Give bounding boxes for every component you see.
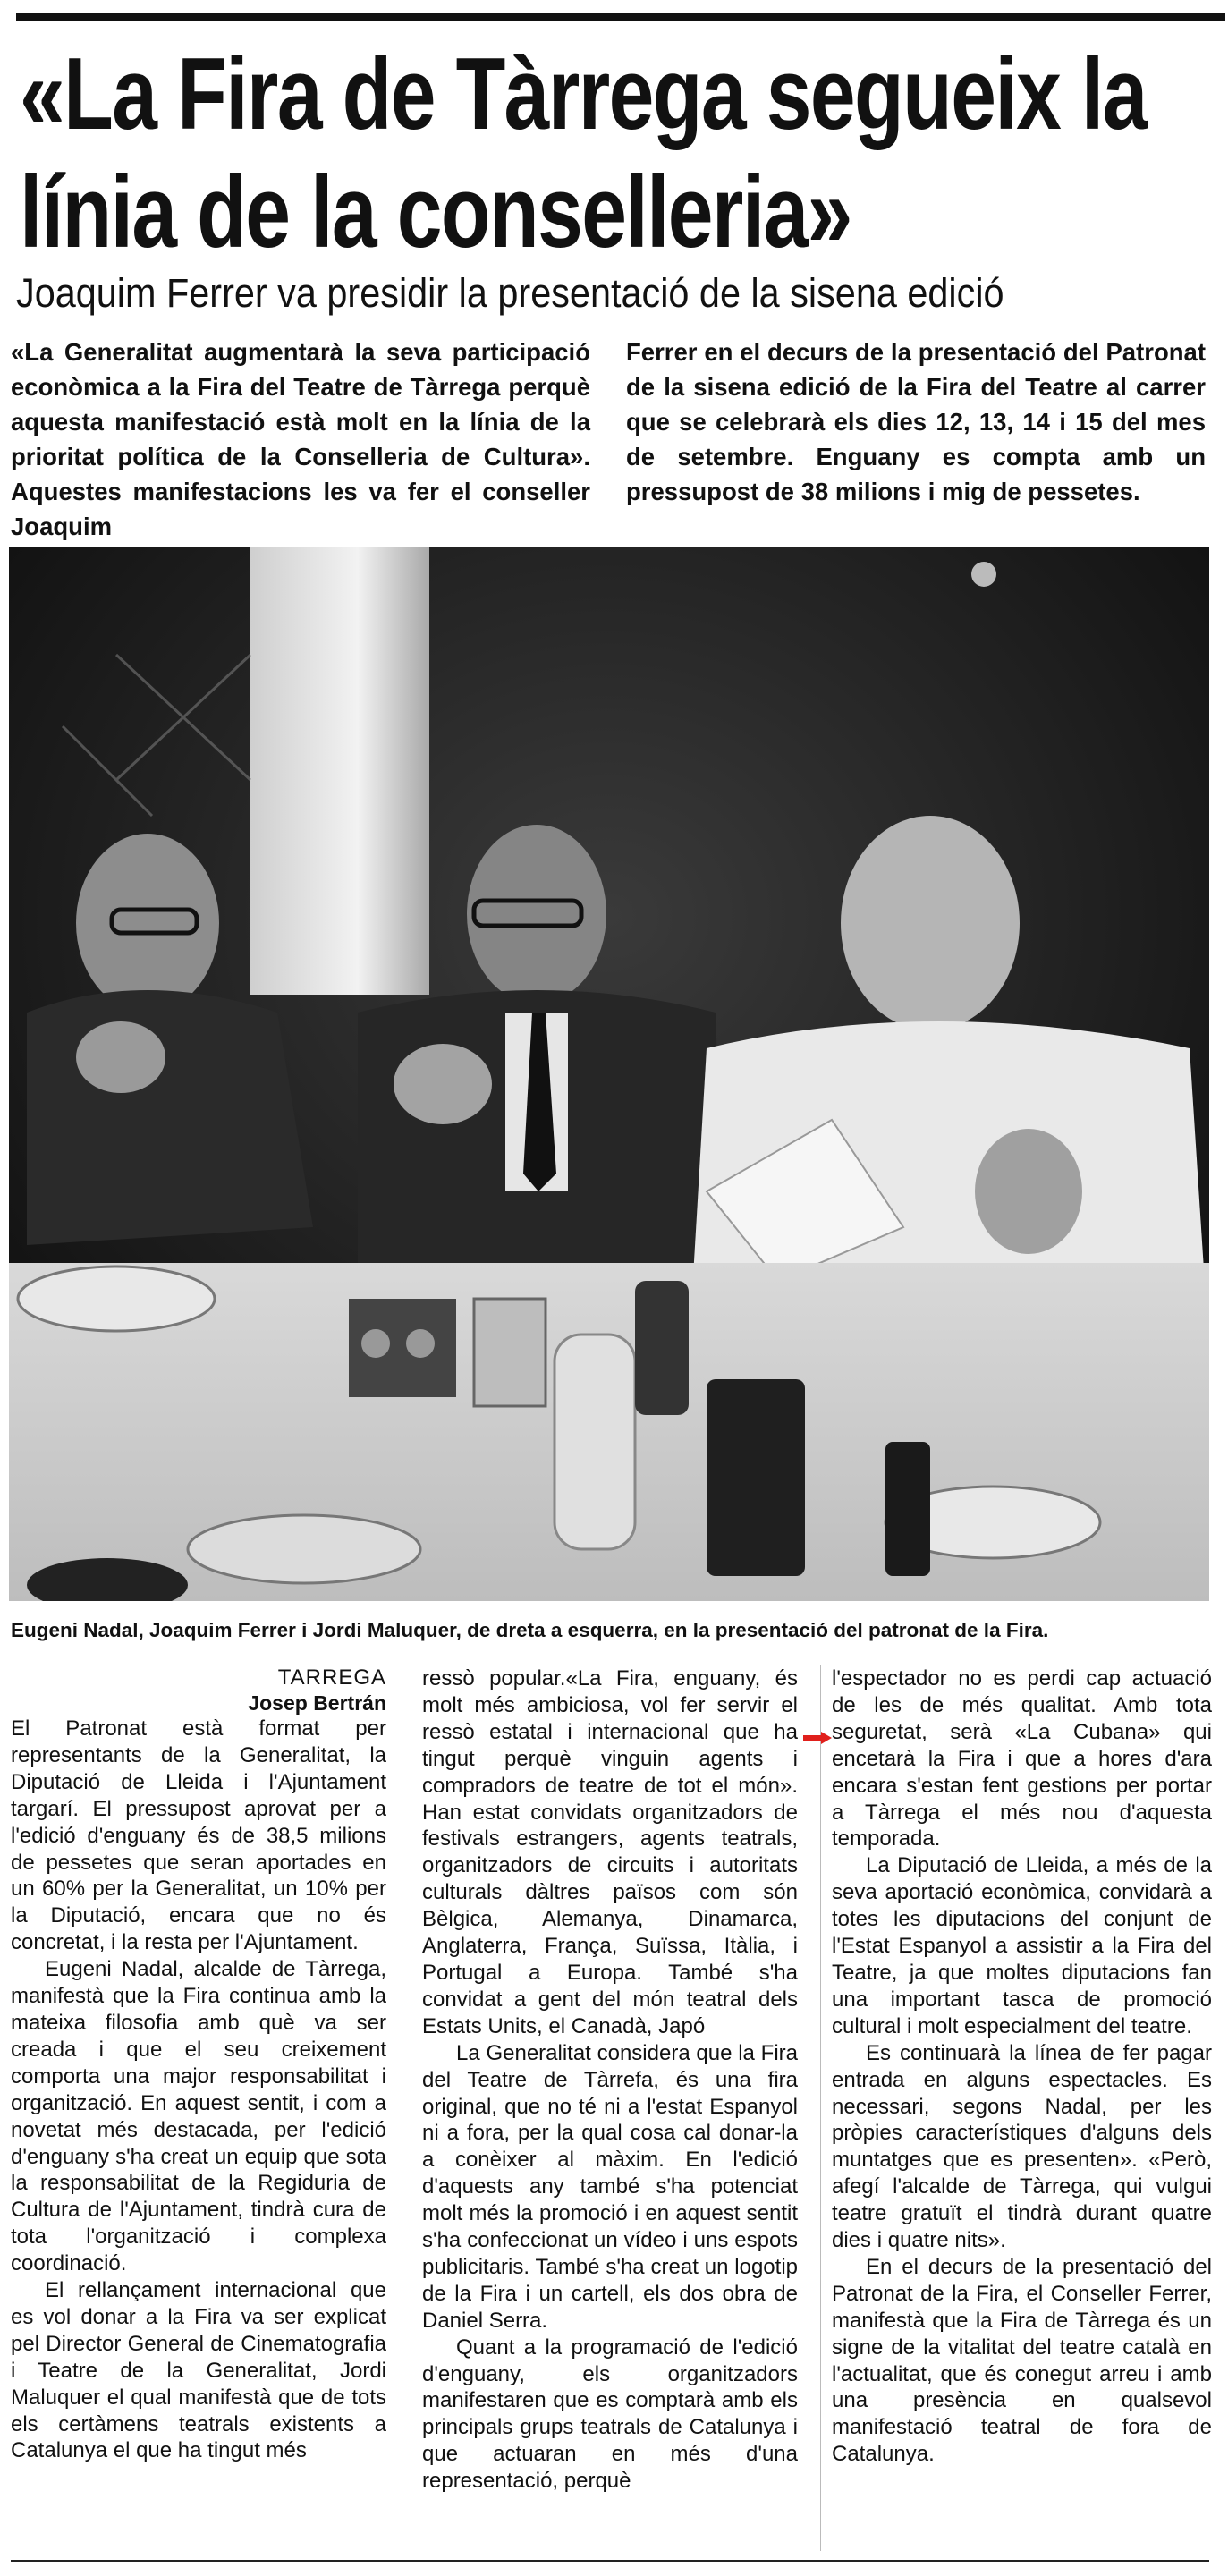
headline-line-2: línia de la conselleria»: [20, 156, 851, 269]
lead-paragraph-right: Ferrer en el decurs de la presentació del Patronat de la sisena edició de la Fira del Teatre al carrer que se celebrarà els dies 12, 13, 14 i 15 del mes de setembre. Enguany es compta amb un pressupost de 38 milions i mig de pessetes.: [626, 338, 1206, 505]
bottom-rule: [11, 2560, 1209, 2562]
paragraph: En el decurs de la presentació del Patronat de la Fira, el Conseller Ferrer, manifestà que la Fira de Tàrrega és un signe de la vitalitat del teatre català en l'actualitat, que és conegut arreu i amb una presència en qualsevol manifestació teatral de fora de Catalunya.: [832, 2254, 1212, 2467]
dateline-place: TARREGA: [277, 1665, 386, 1690]
paragraph: El Patronat està format per representants de la Generalitat, la Diputació de Lleida i l'Ajuntament targarí. El pressupost aprovat per a l'edició d'enguany és de 38,5 milions de pessetes que seran aportades en un 60% per la Generalitat, un 10% per la Diputació, encara que no és concretat, i la resta per l'Ajuntament.: [11, 1716, 386, 1955]
paragraph: La Diputació de Lleida, a més de la seva aportació econòmica, convidarà a totes les diputacions del conjunt de l'Estat Espanyol a assistir a la Fira del Teatre, ja que moltes diputacions fan una important tasca de promoció cultural i molt especialment del teatre.: [832, 1853, 1212, 2038]
top-rule: [16, 13, 1225, 21]
headline-line-1: «La Fira de Tàrrega segueix la: [20, 38, 1147, 151]
press-photo: [9, 547, 1209, 1601]
article-column-2: [422, 1665, 798, 2495]
paragraph: ressò popular.«La Fira, enguany, és molt més ambiciosa, vol fer servir el ressò estatal i internacional que ha tingut perquè vinguin agents i compradors de teatre de tot el món». Han estat convidats organitzadors de festivals estrangers, agents teatrals, organitzadors de circuits i autoritats culturals dàltres països com són Bèlgica, Alemanya, Dinamarca, Anglaterra, França, Suïssa, Itàlia, i Portugal a Europa. També s'ha convidat a gent del món teatral dels Estats Units, el Canadà, Japó: [422, 1666, 798, 2038]
paragraph: El rellançament internacional que es vol donar a la Fira va ser explicat pel Director General de Cinematografia i Teatre de la Generalitat, Jordi Maluquer el qual manifestà que de tots els certàmens teatrals existents a Catalunya el que ha tingut més: [11, 2278, 386, 2463]
paragraph: Eugeni Nadal, alcalde de Tàrrega, manifestà que la Fira continua amb la mateixa filosofia amb què va ser creada i que el seu creixement comporta una major responsabilitat i organització. En aquest sentit, i com a novetat més destacada, per l'edició d'enguany s'ha creat un equip que sota la responsabilitat de la Regiduria de Cultura de l'Ajuntament, tindrà cura de tota l'organització i complexa coordinació.: [11, 1957, 386, 2276]
paragraph: Quant a la programació de l'edició d'enguany, els organitzadors manifestaren que es comptarà amb els principals grups teatrals de Catalunya i que actuaran en més d'una representació, perquè: [422, 2334, 798, 2494]
headline: [20, 36, 1147, 272]
paragraph: Es continuarà la línea de fer pagar entrada en alguns espectacles. Es necessari, segons Nadal, per les pròpies característiques d'alguns dels muntatges que es presenten». «Però, afegí l'alcalde de Tàrrega, qui vulgui teatre gratuït el tindrà durant quatre dies i quatre nits».: [832, 2040, 1212, 2253]
article-column-1: [11, 1665, 386, 2464]
lead-paragraph-left: «La Generalitat augmentarà la seva participació econòmica a la Fira del Teatre de Tàrrega perquè aquesta manifestació està molt en la línia de la prioritat política de la Conselleria de Cultura». Aquestes manifestacions les va fer el conseller Joaquim: [11, 338, 590, 540]
byline-author: Josep Bertrán: [248, 1691, 386, 1715]
photo-caption: Eugeni Nadal, Joaquim Ferrer i Jordi Maluquer, de dreta a esquerra, en la presentació del patronat de la Fira.: [11, 1619, 1049, 1641]
column-divider: [820, 1665, 821, 2551]
paragraph: l'espectador no es perdi cap actuació de les de més qualitat. Amb tota seguretat, serà «La Cubana» qui encetarà la Fira i que a hores d'ara encara s'estan fent gestions per portar a Tàrrega el més nou d'aquesta temporada.: [832, 1666, 1212, 1852]
subheadline: Joaquim Ferrer va presidir la presentació de la sisena edició: [16, 270, 1004, 316]
article-column-3: [832, 1665, 1212, 2468]
red-marker-arrow-icon: [803, 1732, 832, 1744]
paragraph: La Generalitat considera que la Fira del Teatre de Tàrrefa, és una fira original, que no té ni a l'estat Espanyol ni a fora, per la qual cosa cal donar-la a conèixer al màxim. En l'edició d'aquests any també s'ha potenciat molt més la promoció i en aquest sentit s'ha confeccionat un vídeo i uns espots publicitaris. També s'ha creat un logotip de la Fira i un cartell, els dos obra de Daniel Serra.: [422, 2040, 798, 2333]
